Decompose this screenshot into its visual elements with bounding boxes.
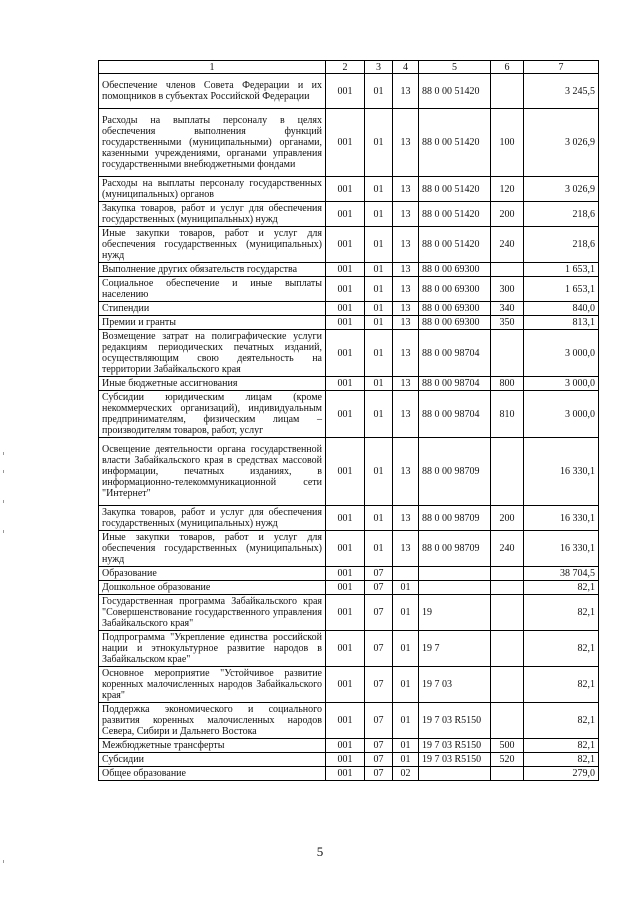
cell-amount: 82,1 (524, 581, 599, 595)
cell-col-6 (491, 631, 524, 667)
cell-col-6 (491, 74, 524, 109)
cell-col-5: 19 (419, 595, 491, 631)
cell-col-6: 120 (491, 177, 524, 202)
cell-amount: 1 653,1 (524, 263, 599, 277)
cell-col-2: 001 (326, 316, 365, 330)
cell-col-4 (393, 567, 419, 581)
cell-col-3: 01 (365, 277, 393, 302)
cell-col-5: 88 0 00 98709 (419, 438, 491, 506)
cell-col-6 (491, 703, 524, 739)
table-row (99, 767, 599, 781)
cell-description: Закупка товаров, работ и услуг для обеспечения государственных (муниципальных) нужд (99, 202, 326, 227)
header-col-1: 1 (99, 61, 326, 74)
cell-col-3: 07 (365, 767, 393, 781)
cell-col-3: 07 (365, 667, 393, 703)
cell-col-5: 88 0 00 69300 (419, 302, 491, 316)
cell-col-4: 01 (393, 667, 419, 703)
cell-col-2: 001 (326, 631, 365, 667)
cell-col-6: 240 (491, 227, 524, 263)
table-row (99, 302, 599, 316)
cell-col-2: 001 (326, 377, 365, 391)
cell-col-5: 88 0 00 51420 (419, 109, 491, 177)
cell-col-2: 001 (326, 581, 365, 595)
cell-col-4: 01 (393, 703, 419, 739)
table-row (99, 703, 599, 739)
table-row (99, 506, 599, 531)
cell-col-4: 13 (393, 263, 419, 277)
cell-description: Иные закупки товаров, работ и услуг для обеспечения государственных (муниципальных) нужд (99, 227, 326, 263)
cell-col-4: 01 (393, 631, 419, 667)
cell-amount: 3 245,5 (524, 74, 599, 109)
cell-amount: 16 330,1 (524, 506, 599, 531)
cell-description: Поддержка экономического и социального развития коренных малочисленных народов Севера, Сибири и Дальнего Востока (99, 703, 326, 739)
cell-col-3: 01 (365, 377, 393, 391)
cell-description: Выполнение других обязательств государства (99, 263, 326, 277)
cell-col-6: 500 (491, 739, 524, 753)
cell-col-5: 88 0 00 69300 (419, 277, 491, 302)
cell-amount: 3 026,9 (524, 177, 599, 202)
cell-amount: 82,1 (524, 631, 599, 667)
page-number: 5 (316, 844, 324, 859)
cell-col-5 (419, 767, 491, 781)
table-row (99, 438, 599, 506)
cell-col-3: 07 (365, 581, 393, 595)
cell-col-5: 88 0 00 98704 (419, 377, 491, 391)
cell-description: Стипендии (99, 302, 326, 316)
scan-margin-mark (3, 860, 4, 863)
cell-col-6: 350 (491, 316, 524, 330)
table-header-row (99, 61, 599, 74)
cell-col-2: 001 (326, 567, 365, 581)
cell-col-4: 13 (393, 109, 419, 177)
cell-col-2: 001 (326, 391, 365, 438)
header-col-2: 2 (326, 61, 365, 74)
cell-col-3: 01 (365, 330, 393, 377)
cell-col-6: 200 (491, 506, 524, 531)
cell-col-5: 19 7 03 R5150 (419, 739, 491, 753)
cell-col-2: 001 (326, 109, 365, 177)
table-row (99, 202, 599, 227)
cell-col-4: 01 (393, 581, 419, 595)
cell-col-5 (419, 567, 491, 581)
table-row (99, 74, 599, 109)
cell-col-6 (491, 667, 524, 703)
cell-col-4: 01 (393, 595, 419, 631)
cell-amount: 1 653,1 (524, 277, 599, 302)
table-row (99, 391, 599, 438)
cell-col-4: 13 (393, 302, 419, 316)
table-row (99, 109, 599, 177)
cell-amount: 16 330,1 (524, 531, 599, 567)
cell-col-3: 01 (365, 438, 393, 506)
cell-col-4: 01 (393, 753, 419, 767)
table-row (99, 177, 599, 202)
table-row (99, 330, 599, 377)
cell-col-5: 88 0 00 51420 (419, 227, 491, 263)
cell-col-3: 07 (365, 753, 393, 767)
cell-col-3: 01 (365, 263, 393, 277)
header-col-7: 7 (524, 61, 599, 74)
scan-margin-mark (3, 470, 4, 473)
cell-col-2: 001 (326, 438, 365, 506)
cell-col-6: 800 (491, 377, 524, 391)
table-row (99, 753, 599, 767)
cell-description: Закупка товаров, работ и услуг для обеспечения государственных (муниципальных) нужд (99, 506, 326, 531)
cell-col-3: 01 (365, 391, 393, 438)
cell-col-5: 19 7 (419, 631, 491, 667)
cell-col-5: 19 7 03 (419, 667, 491, 703)
cell-amount: 82,1 (524, 703, 599, 739)
cell-col-4: 13 (393, 531, 419, 567)
cell-col-6: 520 (491, 753, 524, 767)
table-row (99, 567, 599, 581)
cell-col-6 (491, 567, 524, 581)
cell-amount: 82,1 (524, 667, 599, 703)
cell-amount: 3 026,9 (524, 109, 599, 177)
budget-table (98, 60, 599, 781)
header-col-5: 5 (419, 61, 491, 74)
table-row (99, 581, 599, 595)
cell-amount: 3 000,0 (524, 377, 599, 391)
cell-col-5 (419, 581, 491, 595)
cell-col-4: 13 (393, 506, 419, 531)
cell-description: Общее образование (99, 767, 326, 781)
cell-col-4: 13 (393, 277, 419, 302)
cell-amount: 813,1 (524, 316, 599, 330)
cell-col-3: 07 (365, 739, 393, 753)
cell-col-2: 001 (326, 739, 365, 753)
cell-col-2: 001 (326, 263, 365, 277)
cell-col-2: 001 (326, 202, 365, 227)
cell-amount: 82,1 (524, 595, 599, 631)
cell-col-5: 88 0 00 51420 (419, 202, 491, 227)
cell-col-2: 001 (326, 595, 365, 631)
cell-description: Иные закупки товаров, работ и услуг для обеспечения государственных (муниципальных) нужд (99, 531, 326, 567)
cell-description: Субсидии (99, 753, 326, 767)
cell-col-3: 07 (365, 631, 393, 667)
cell-col-6: 340 (491, 302, 524, 316)
cell-col-2: 001 (326, 302, 365, 316)
table-row (99, 667, 599, 703)
cell-amount: 279,0 (524, 767, 599, 781)
scan-margin-mark (3, 530, 4, 533)
cell-description: Освещение деятельности органа государственной власти Забайкальского края в средствах массовой информации, печатных изданиях, в информационно-телекоммуникационной сети "Интернет" (99, 438, 326, 506)
cell-amount: 218,6 (524, 202, 599, 227)
table-row (99, 739, 599, 753)
cell-col-6 (491, 581, 524, 595)
cell-col-4: 13 (393, 330, 419, 377)
cell-description: Социальное обеспечение и иные выплаты населению (99, 277, 326, 302)
cell-amount: 3 000,0 (524, 330, 599, 377)
cell-description: Расходы на выплаты персоналу в целях обеспечения выполнения функций государственными (муниципальными) органами, казенными учреждениями, органами управления государственными внебюджетными фондами (99, 109, 326, 177)
cell-col-6: 300 (491, 277, 524, 302)
cell-col-5: 88 0 00 51420 (419, 74, 491, 109)
cell-description: Образование (99, 567, 326, 581)
table-row (99, 631, 599, 667)
cell-description: Субсидии юридическим лицам (кроме некоммерческих организаций), индивидуальным предпринимателям, физическим лицам – производителям товаров, работ, услуг (99, 391, 326, 438)
cell-description: Дошкольное образование (99, 581, 326, 595)
cell-col-5: 19 7 03 R5150 (419, 703, 491, 739)
scan-margin-mark (3, 452, 4, 455)
cell-col-2: 001 (326, 277, 365, 302)
table-row (99, 263, 599, 277)
cell-col-3: 01 (365, 302, 393, 316)
cell-col-2: 001 (326, 753, 365, 767)
cell-col-6 (491, 330, 524, 377)
cell-col-6 (491, 263, 524, 277)
cell-col-6: 240 (491, 531, 524, 567)
cell-col-3: 01 (365, 177, 393, 202)
cell-col-4: 13 (393, 377, 419, 391)
cell-col-3: 07 (365, 567, 393, 581)
cell-col-4: 13 (393, 177, 419, 202)
table-row (99, 227, 599, 263)
cell-col-3: 01 (365, 227, 393, 263)
cell-description: Государственная программа Забайкальского края "Совершенствование государственного управления Забайкальского края" (99, 595, 326, 631)
cell-description: Подпрограмма "Укрепление единства российской нации и этнокультурное развитие народов в Забайкальском крае" (99, 631, 326, 667)
cell-col-3: 01 (365, 316, 393, 330)
cell-col-3: 01 (365, 109, 393, 177)
cell-col-5: 88 0 00 98704 (419, 330, 491, 377)
cell-col-3: 01 (365, 531, 393, 567)
cell-col-2: 001 (326, 703, 365, 739)
cell-col-6 (491, 595, 524, 631)
cell-col-4: 01 (393, 739, 419, 753)
cell-col-4: 13 (393, 316, 419, 330)
cell-col-6: 200 (491, 202, 524, 227)
cell-amount: 840,0 (524, 302, 599, 316)
cell-col-3: 01 (365, 506, 393, 531)
cell-col-2: 001 (326, 506, 365, 531)
cell-amount: 218,6 (524, 227, 599, 263)
cell-col-5: 88 0 00 51420 (419, 177, 491, 202)
cell-col-3: 07 (365, 703, 393, 739)
cell-col-2: 001 (326, 227, 365, 263)
header-col-4: 4 (393, 61, 419, 74)
cell-col-5: 88 0 00 98709 (419, 531, 491, 567)
table-row (99, 595, 599, 631)
cell-col-6 (491, 767, 524, 781)
header-col-6: 6 (491, 61, 524, 74)
cell-description: Обеспечение членов Совета Федерации и их помощников в субъектах Российской Федерации (99, 74, 326, 109)
cell-description: Иные бюджетные ассигнования (99, 377, 326, 391)
cell-col-6: 810 (491, 391, 524, 438)
header-col-3: 3 (365, 61, 393, 74)
cell-col-2: 001 (326, 74, 365, 109)
table-row (99, 531, 599, 567)
cell-description: Расходы на выплаты персоналу государственных (муниципальных) органов (99, 177, 326, 202)
cell-col-6 (491, 438, 524, 506)
cell-col-5: 88 0 00 69300 (419, 316, 491, 330)
cell-description: Основное мероприятие "Устойчивое развитие коренных малочисленных народов Забайкальского края" (99, 667, 326, 703)
cell-col-3: 01 (365, 202, 393, 227)
cell-col-2: 001 (326, 177, 365, 202)
cell-amount: 16 330,1 (524, 438, 599, 506)
cell-col-5: 88 0 00 98704 (419, 391, 491, 438)
cell-col-4: 13 (393, 227, 419, 263)
table-row (99, 316, 599, 330)
cell-col-3: 07 (365, 595, 393, 631)
cell-col-4: 13 (393, 391, 419, 438)
cell-col-2: 001 (326, 767, 365, 781)
scan-margin-mark (3, 500, 4, 503)
table-row (99, 277, 599, 302)
cell-col-6: 100 (491, 109, 524, 177)
cell-amount: 38 704,5 (524, 567, 599, 581)
cell-col-4: 13 (393, 202, 419, 227)
cell-col-4: 13 (393, 438, 419, 506)
cell-col-2: 001 (326, 531, 365, 567)
cell-col-4: 13 (393, 74, 419, 109)
cell-col-4: 02 (393, 767, 419, 781)
cell-col-2: 001 (326, 667, 365, 703)
cell-col-5: 88 0 00 98709 (419, 506, 491, 531)
cell-description: Премии и гранты (99, 316, 326, 330)
cell-amount: 3 000,0 (524, 391, 599, 438)
cell-amount: 82,1 (524, 753, 599, 767)
table-row (99, 377, 599, 391)
cell-col-5: 88 0 00 69300 (419, 263, 491, 277)
cell-description: Межбюджетные трансферты (99, 739, 326, 753)
cell-col-5: 19 7 03 R5150 (419, 753, 491, 767)
cell-amount: 82,1 (524, 739, 599, 753)
cell-col-2: 001 (326, 330, 365, 377)
cell-col-3: 01 (365, 74, 393, 109)
cell-description: Возмещение затрат на полиграфические услуги редакциям периодических печатных изданий, осуществляющим свою деятельность на территории Забайкальского края (99, 330, 326, 377)
